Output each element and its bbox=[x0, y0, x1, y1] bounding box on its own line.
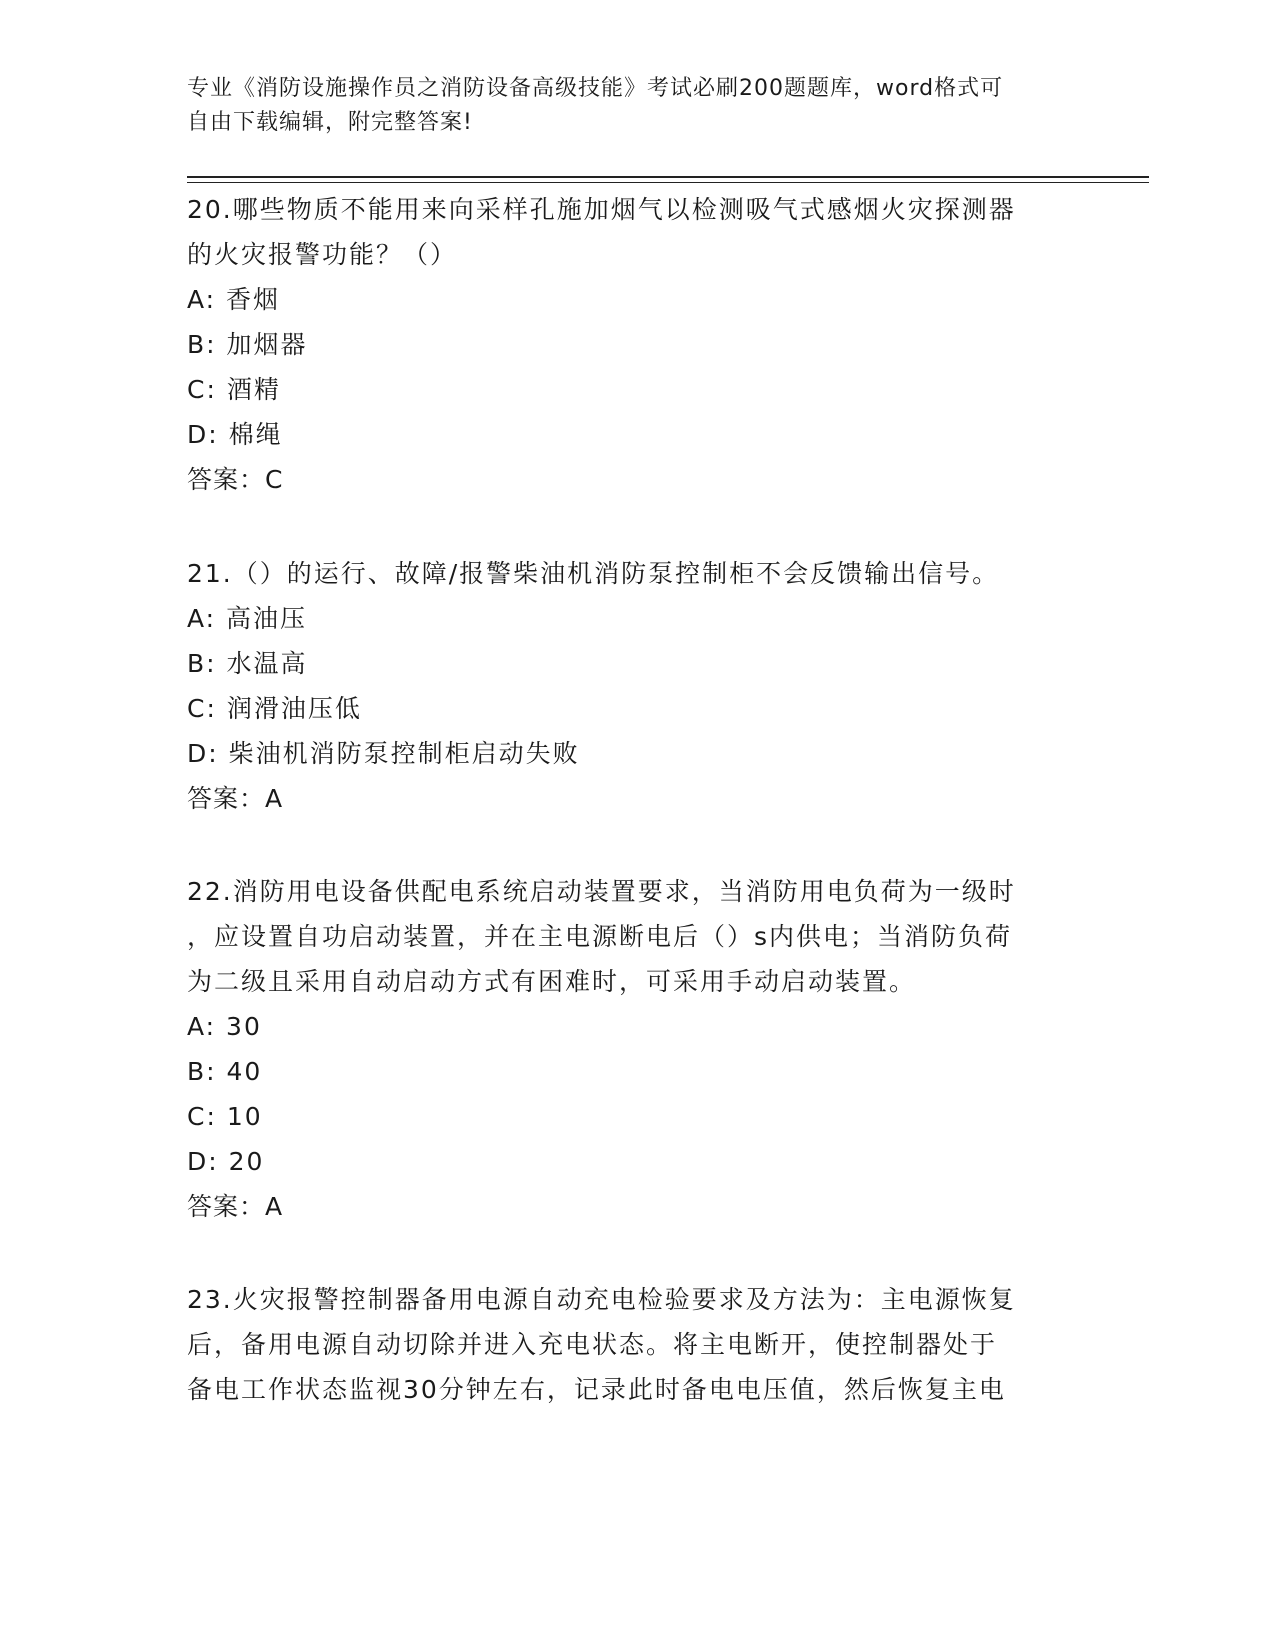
question-line: 后，备用电源自动切除并进入充电状态。将主电断开，使控制器处于 bbox=[187, 1330, 998, 1359]
question-block bbox=[187, 869, 1087, 1229]
question-line: 备电工作状态监视30分钟左右，记录此时备电电压值，然后恢复主电 bbox=[187, 1375, 1006, 1404]
answer-line bbox=[187, 1184, 1087, 1229]
document-header bbox=[187, 72, 1067, 140]
option-c: C: 润滑油压低 bbox=[187, 694, 362, 723]
option-b: B: 40 bbox=[187, 1057, 263, 1086]
option-d: D: 棉绳 bbox=[187, 420, 283, 449]
header-divider bbox=[187, 176, 1149, 178]
option-d: D: 20 bbox=[187, 1147, 265, 1176]
option-a: A: 香烟 bbox=[187, 285, 281, 314]
question-block bbox=[187, 187, 1087, 502]
header-divider-thin bbox=[187, 182, 1149, 183]
question-line: ，应设置自功启动装置，并在主电源断电后（）s内供电；当消防负荷 bbox=[187, 922, 1013, 951]
answer-value: A bbox=[265, 1192, 285, 1221]
answer-label: 答案： bbox=[187, 465, 266, 494]
header-line: 自由下载编辑，附完整答案! bbox=[187, 110, 473, 135]
question-line: 20.哪些物质不能用来向采样孔施加烟气以检测吸气式感烟火灾探测器 bbox=[187, 195, 1016, 224]
answer-line bbox=[187, 776, 1087, 821]
option-a: A: 高油压 bbox=[187, 604, 308, 633]
question-line: 23.火灾报警控制器备用电源自动充电检验要求及方法为：主电源恢复 bbox=[187, 1285, 1016, 1314]
answer-value: C bbox=[265, 465, 285, 494]
question-block bbox=[187, 1277, 1087, 1412]
question-line: 的火灾报警功能？（） bbox=[187, 240, 458, 269]
header-line: 专业《消防设施操作员之消防设备高级技能》考试必刷200题题库，word格式可 bbox=[187, 76, 1004, 101]
option-b: B: 水温高 bbox=[187, 649, 308, 678]
question-line: 22.消防用电设备供配电系统启动装置要求，当消防用电负荷为一级时 bbox=[187, 877, 1016, 906]
answer-label: 答案： bbox=[187, 1192, 266, 1221]
answer-label: 答案： bbox=[187, 784, 266, 813]
option-a: A: 30 bbox=[187, 1012, 262, 1041]
option-c: C: 酒精 bbox=[187, 375, 281, 404]
option-b: B: 加烟器 bbox=[187, 330, 308, 359]
option-d: D: 柴油机消防泵控制柜启动失败 bbox=[187, 739, 580, 768]
answer-line bbox=[187, 457, 1087, 502]
option-c: C: 10 bbox=[187, 1102, 263, 1131]
question-line: 为二级且采用自动启动方式有困难时，可采用手动启动装置。 bbox=[187, 967, 917, 996]
question-line: 21.（）的运行、故障/报警柴油机消防泵控制柜不会反馈输出信号。 bbox=[187, 559, 1000, 588]
answer-value: A bbox=[265, 784, 285, 813]
question-block bbox=[187, 551, 1087, 821]
